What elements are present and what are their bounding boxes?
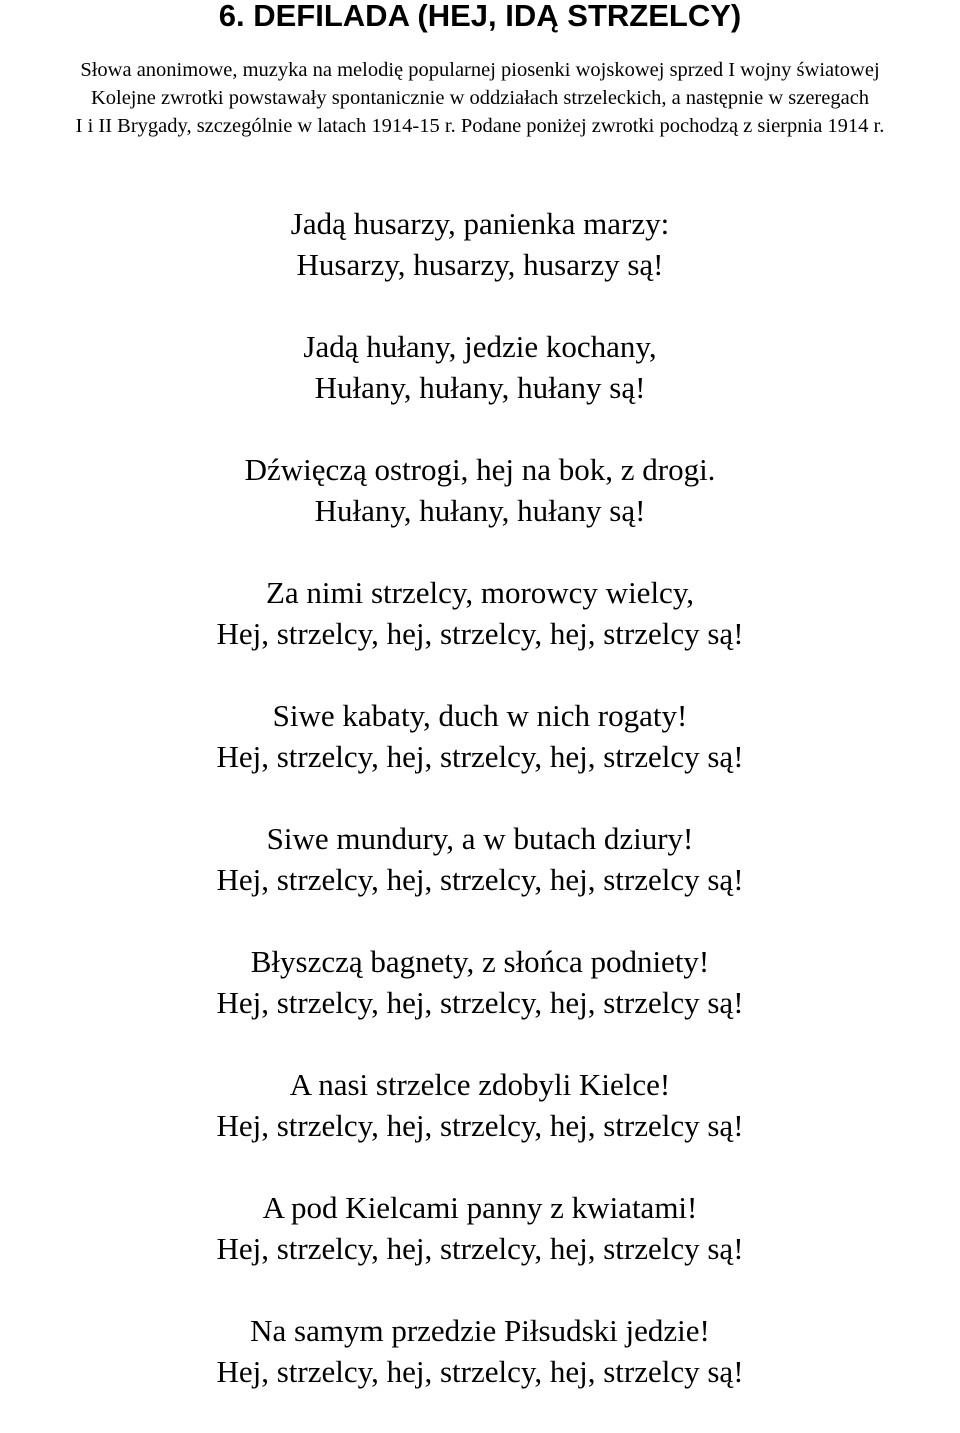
verse-line: Hej, strzelcy, hej, strzelcy, hej, strzelcy są!	[216, 1231, 744, 1266]
verse-line: A nasi strzelce zdobyli Kielce!	[289, 1067, 671, 1102]
verse-line: Błyszczą bagnety, z słońca podniety!	[250, 944, 710, 979]
stanza-10	[0, 1310, 960, 1433]
verse-line: Jadą husarzy, panienka marzy:	[290, 206, 670, 241]
verse-line: Hej, strzelcy, hej, strzelcy, hej, strzelcy są!	[216, 985, 744, 1020]
verse-line: Za nimi strzelcy, morowcy wielcy,	[265, 575, 695, 610]
intro-line: Słowa anonimowe, muzyka na melodię popularnej piosenki wojskowej sprzed I wojny światowej	[80, 59, 880, 81]
verse-line: Hej, strzelcy, hej, strzelcy, hej, strzelcy są!	[216, 1108, 744, 1143]
verse-line: Siwe kabaty, duch w nich rogaty!	[272, 698, 688, 733]
stanza-2	[0, 326, 960, 449]
intro-paragraph	[0, 56, 960, 140]
stanza-1	[0, 203, 960, 326]
verse-line: Jadą hułany, jedzie kochany,	[303, 329, 657, 364]
stanza-4	[0, 572, 960, 695]
verse-line: Hej, strzelcy, hej, strzelcy, hej, strzelcy są!	[216, 862, 744, 897]
verse-line: Siwe mundury, a w butach dziury!	[266, 821, 694, 856]
song-verses	[0, 203, 960, 1433]
verse-line: Na samym przedzie Piłsudski jedzie!	[250, 1313, 710, 1348]
verse-line: Hułany, hułany, hułany są!	[314, 493, 646, 528]
verse-line: Hej, strzelcy, hej, strzelcy, hej, strzelcy są!	[216, 1354, 744, 1389]
stanza-3	[0, 449, 960, 572]
stanza-8	[0, 1064, 960, 1187]
stanza-7	[0, 941, 960, 1064]
verse-line: Hej, strzelcy, hej, strzelcy, hej, strzelcy są!	[216, 739, 744, 774]
verse-line: Hułany, hułany, hułany są!	[314, 370, 646, 405]
intro-line: I i II Brygady, szczególnie w latach 1914-15 r. Podane poniżej zwrotki pochodzą z sierpnia 1914 r.	[75, 115, 885, 137]
verse-line: A pod Kielcami panny z kwiatami!	[262, 1190, 698, 1225]
intro-line: Kolejne zwrotki powstawały spontanicznie w oddziałach strzeleckich, a następnie w szeregach	[90, 87, 870, 109]
stanza-6	[0, 818, 960, 941]
verse-line: Husarzy, husarzy, husarzy są!	[296, 247, 664, 282]
song-title: 6. DEFILADA (HEJ, IDĄ STRZELCY)	[218, 0, 742, 33]
stanza-5	[0, 695, 960, 818]
stanza-9	[0, 1187, 960, 1310]
verse-line: Dźwięczą ostrogi, hej na bok, z drogi.	[244, 452, 716, 487]
verse-line: Hej, strzelcy, hej, strzelcy, hej, strzelcy są!	[216, 616, 744, 651]
